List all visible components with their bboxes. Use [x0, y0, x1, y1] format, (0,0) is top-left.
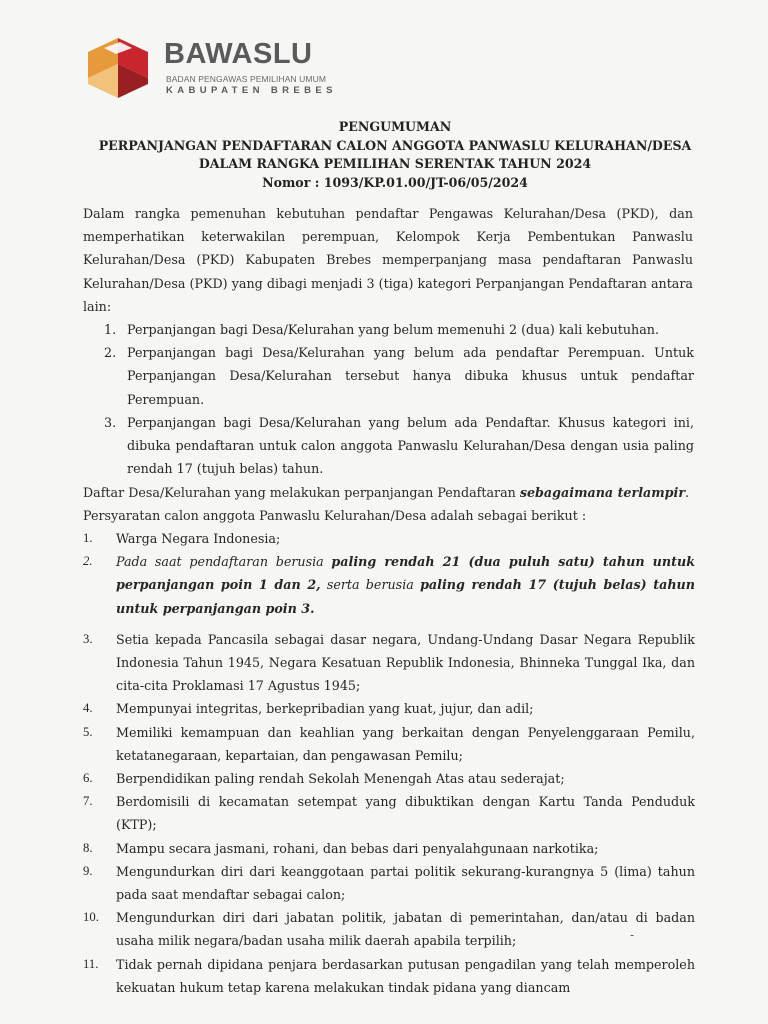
requirements-list — [83, 527, 695, 999]
list-number: 2. — [104, 345, 117, 361]
list-item — [83, 550, 695, 620]
list-item — [83, 860, 695, 906]
list-text-emphasis: paling rendah 21 (dua puluh satu) tahun untuk perpanjangan poin 1 dan 2, — [116, 554, 695, 593]
intro-paragraph: Dalam rangka pemenuhan kebutuhan pendaftar Pengawas Kelurahan/Desa (PKD), dan memperhatikan keterwakilan perempuan, Kelompok Kerja Pembentukan Panwaslu Kelurahan/Desa (PKD) Kabupaten Brebes memperpanjang masa pendaftaran Panwaslu Kelurahan/Desa (PKD) yang dibagi menjadi 3 (tiga) kategori Perpanjangan Pendaftaran antara lain: — [83, 206, 693, 314]
list-item — [83, 953, 695, 999]
daftar-prefix: Daftar Desa/Kelurahan yang melakukan perpanjangan Pendaftaran — [83, 485, 520, 500]
daftar-emphasis: sebagaimana terlampir — [519, 485, 686, 500]
list-number: 2. — [83, 554, 93, 569]
stray-mark: - — [630, 928, 635, 942]
list-number: 8. — [83, 840, 93, 855]
list-item — [104, 411, 694, 481]
list-text: Warga Negara Indonesia; — [116, 531, 281, 546]
list-item — [83, 697, 695, 720]
daftar-line — [83, 481, 693, 504]
document-number: Nomor : 1093/KP.01.00/JT-06/05/2024 — [262, 174, 528, 190]
list-item — [83, 767, 695, 790]
list-text: Mempunyai integritas, berkepribadian yang kuat, jujur, dan adil; — [116, 701, 534, 717]
list-text: Perpanjangan bagi Desa/Kelurahan yang belum ada pendaftar Perempuan. Untuk Perpanjangan Desa/Kelurahan tersebut hanya dibuka khusus untuk pendaftar Perempuan. — [127, 345, 694, 407]
list-number: 10. — [83, 910, 99, 925]
list-item — [83, 837, 695, 860]
list-text-part: Pada saat pendaftaran berusia — [116, 554, 332, 570]
list-text: Berpendidikan paling rendah Sekolah Menengah Atas atau sederajat; — [116, 771, 565, 787]
list-text: Mengundurkan diri dari jabatan politik, jabatan di pemerintahan, dan/atau di badan usaha milik negara/badan usaha milik daerah apabila terpilih; — [116, 910, 695, 949]
list-item — [104, 341, 694, 411]
persyaratan-line: Persyaratan calon anggota Panwaslu Kelurahan/Desa adalah sebagai berikut : — [83, 508, 587, 524]
list-text: Perpanjangan bagi Desa/Kelurahan yang belum memenuhi 2 (dua) kali kebutuhan. — [127, 322, 659, 337]
list-text-part: serta berusia — [320, 577, 421, 593]
list-text-emphasis: paling rendah 17 (tujuh belas) tahun untuk perpanjangan poin 3. — [116, 577, 695, 616]
title-line-3: DALAM RANGKA PEMILIHAN SERENTAK TAHUN 2024 — [198, 156, 592, 171]
list-item — [83, 628, 695, 698]
list-number: 1. — [104, 322, 117, 337]
bawaslu-logo — [80, 34, 156, 102]
list-number: 3. — [83, 631, 93, 646]
list-number: 5. — [83, 724, 93, 739]
org-name: BAWASLU — [164, 38, 313, 70]
list-number: 3. — [104, 414, 117, 430]
list-text: Berdomisili di kecamatan setempat yang dibuktikan dengan Kartu Tanda Penduduk (KTP); — [116, 794, 695, 833]
list-number: 1. — [83, 531, 93, 545]
org-full-name: BADAN PENGAWAS PEMILIHAN UMUM — [166, 74, 327, 84]
list-number: 6. — [83, 771, 93, 786]
daftar-suffix: . — [685, 485, 690, 500]
list-number: 11. — [83, 956, 99, 971]
list-item — [104, 318, 694, 341]
org-region: KABUPATEN BREBES — [166, 85, 337, 96]
list-item — [83, 906, 695, 952]
list-item — [83, 527, 695, 550]
list-text: Memiliki kemampuan dan keahlian yang berkaitan dengan Penyelenggaraan Pemilu, ketatanegaraan, kepartaian, dan pengawasan Pemilu; — [116, 724, 695, 763]
list-text: Perpanjangan bagi Desa/Kelurahan yang belum ada Pendaftar. Khusus kategori ini, dibuka pendaftaran untuk calon anggota Panwaslu Kelurahan/Desa dengan usia paling rendah 17 (tujuh belas) tahun. — [127, 414, 694, 477]
list-footer — [83, 481, 693, 527]
announcement-title-block — [80, 118, 710, 192]
list-number: 4. — [83, 701, 93, 716]
extension-category-list — [104, 318, 694, 480]
list-item — [83, 721, 695, 767]
list-number: 9. — [83, 863, 93, 878]
list-item — [83, 790, 695, 836]
list-number: 7. — [83, 794, 93, 809]
title-line-2: PERPANJANGAN PENDAFTARAN CALON ANGGOTA PANWASLU KELURAHAN/DESA — [98, 137, 692, 153]
list-text: Setia kepada Pancasila sebagai dasar negara, Undang-Undang Dasar Negara Republik Indonesia Tahun 1945, Negara Kesatuan Republik Indonesia, Bhinneka Tunggal Ika, dan cita-cita Proklamasi 17 Agustus 1945; — [116, 631, 695, 694]
list-text: Mampu secara jasmani, rohani, dan bebas dari penyalahgunaan narkotika; — [116, 840, 599, 856]
list-text: Tidak pernah dipidana penjara berdasarkan putusan pengadilan yang telah memperoleh kekuatan hukum tetap karena melakukan tindak pidana yang diancam — [116, 956, 695, 995]
list-text: Mengundurkan diri dari keanggotaan partai politik sekurang-kurangnya 5 (lima) tahun pada saat mendaftar sebagai calon; — [116, 863, 695, 903]
title-line-1: PENGUMUMAN — [338, 119, 452, 134]
